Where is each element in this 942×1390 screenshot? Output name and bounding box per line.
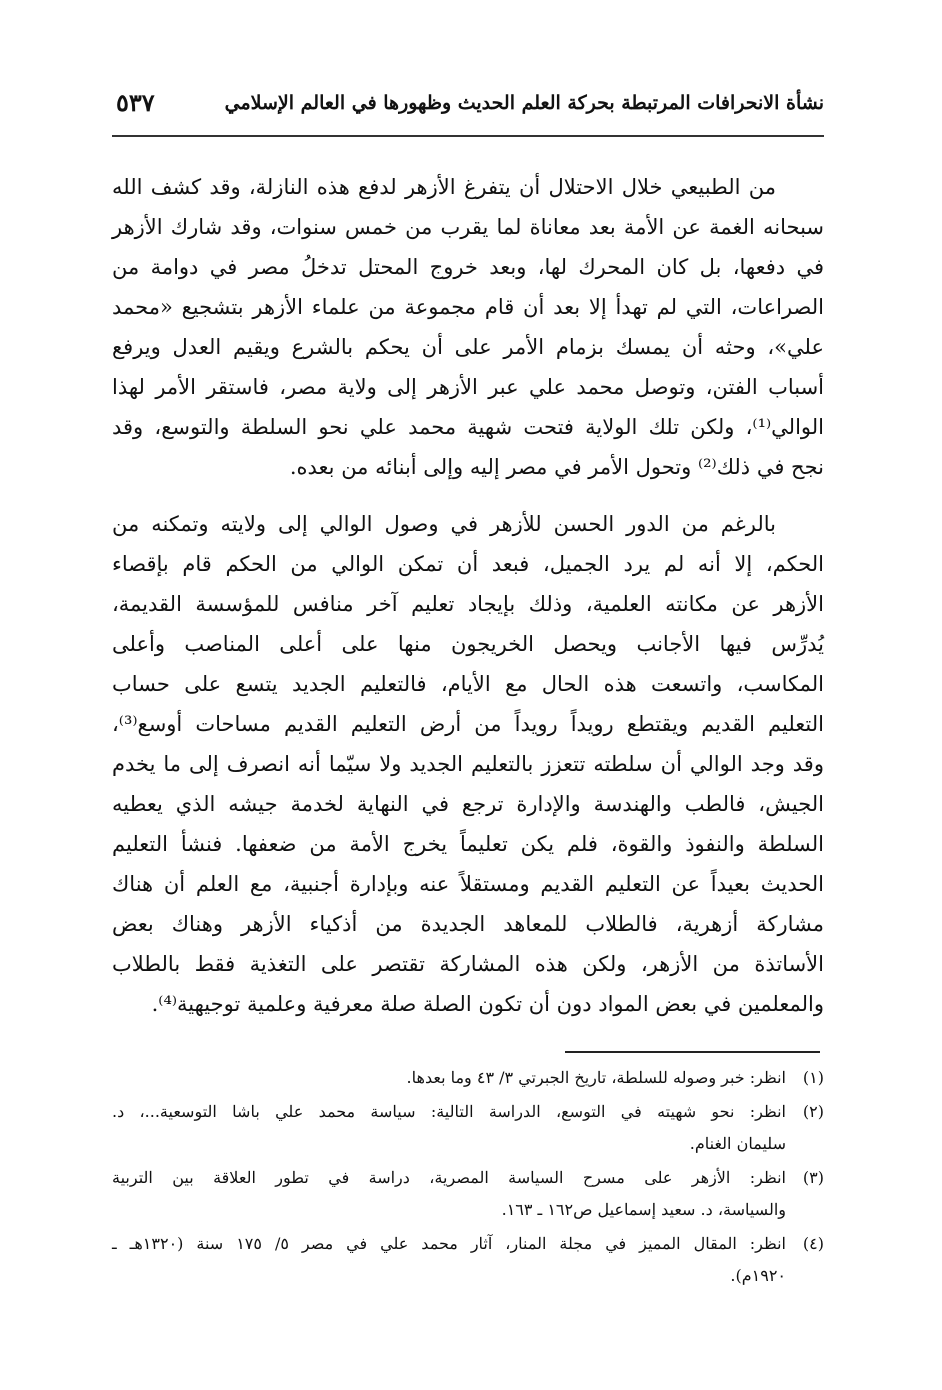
text-line: علي»، وحثه أن يمسك بزمام الأمر على أن يحكم بالشرع ويقيم العدل ويرفع	[112, 335, 824, 359]
footnote-line: ١٩٢٠م).	[730, 1266, 786, 1285]
footnote-line: والسياسة، د. سعيد إسماعيل ص١٦٢ ـ ١٦٣.	[501, 1200, 786, 1219]
running-title: نشأة الانحرافات المرتبطة بحركة العلم الحديث وظهورها في العالم الإسلامي	[224, 92, 824, 114]
footnote-number: (١)	[802, 1068, 824, 1087]
text-line: الأزهر عن مكانته العلمية، وذلك بإيجاد تعليم آخر منافس للمؤسسة القديمة،	[112, 592, 824, 616]
footnote-number: (٣)	[802, 1168, 824, 1187]
paragraph-1	[112, 167, 824, 487]
page-header	[112, 88, 824, 128]
text-line: الوالي⁽¹⁾، ولكن تلك الولاية فتحت شهية محمد علي نحو السلطة والتوسع، وقد	[112, 415, 824, 439]
text-line: الجيش، فالطب والهندسة والإدارة ترجع في النهاية لخدمة جيشه الذي يعطيه	[112, 792, 824, 816]
footnote-line: انظر: نحو شهيته في التوسع، الدراسة التالية: سياسة محمد علي باشا التوسعية...، د.	[112, 1102, 786, 1121]
text-line: في دفعها، بل كان المحرك لها، وبعد خروج المحتل تدخلُ مصر في دوامة من	[112, 255, 824, 279]
footnote-number: (٤)	[802, 1234, 824, 1253]
footnote-3	[112, 1162, 824, 1226]
text-line: المكاسب، واتسعت هذه الحال مع الأيام، فالتعليم الجديد يتسع على حساب	[112, 672, 824, 696]
text-line: التعليم القديم ويقتطع رويداً رويداً من أرض التعليم القديم مساحات أوسع⁽³⁾،	[112, 712, 824, 736]
text-line: يُدرِّس فيها الأجانب ويحصل الخريجون منها على أعلى المناصب وأعلى	[112, 632, 824, 656]
header-rule	[112, 135, 824, 137]
text-line: مشاركة أزهرية، فالطلاب للمعاهد الجديدة من أذكياء الأزهر وهناك بعض	[112, 912, 824, 936]
text-line: الحكم، إلا أنه لم يرد الجميل، فبعد أن تمكن الوالي من الحكم قام بإقصاء	[112, 552, 824, 576]
page-number: ٥٣٧	[116, 88, 155, 117]
text-line: الأساتذة من الأزهر، ولكن هذه المشاركة تقتصر على التغذية فقط بالطلاب	[112, 952, 824, 976]
footnote-line: انظر: المقال المميز في مجلة المنار، آثار محمد علي في مصر ٥/ ١٧٥ سنة (١٣٢٠هـ ـ	[112, 1234, 786, 1253]
footnotes	[112, 1062, 824, 1294]
footnote-number: (٢)	[802, 1102, 824, 1121]
text-line: أسباب الفتن، وتوصل محمد علي عبر الأزهر إلى ولاية مصر، فاستقر الأمر لهذا	[112, 375, 824, 399]
footnote-line: انظر: خبر وصوله للسلطة، تاريخ الجبرتي ٣/ ٤٣ وما بعدها.	[406, 1068, 786, 1087]
footnote-line: انظر: الأزهر على مسرح السياسة المصرية، دراسة في تطور العلاقة بين التربية	[112, 1168, 787, 1187]
text-line: وقد وجد الوالي أن سلطته تتعزز بالتعليم الجديد ولا سيّما أنه انصرف إلى ما يخدم	[112, 752, 824, 776]
text-line: من الطبيعي خلال الاحتلال أن يتفرغ الأزهر لدفع هذه النازلة، وقد كشف الله	[112, 175, 776, 199]
text-line: سبحانه الغمة عن الأمة بعد معاناة لما يقرب من خمس سنوات، وقد شارك الأزهر	[112, 215, 824, 239]
text-line: الصراعات، التي لم تهدأ إلا بعد أن قام مجموعة من علماء الأزهر بتشجيع «محمد	[112, 295, 824, 319]
footnote-4	[112, 1228, 824, 1292]
text-line: والمعلمين في بعض المواد دون أن تكون الصلة صلة معرفية وعلمية توجيهية⁽⁴⁾.	[151, 992, 824, 1016]
paragraph-2	[112, 504, 824, 1024]
text-line: بالرغم من الدور الحسن للأزهر في وصول الوالي إلى ولايته وتمكنه من	[112, 512, 776, 536]
footnote-line: سليمان الغنام.	[689, 1134, 786, 1153]
text-line: السلطة والنفوذ والقوة، فلم يكن تعليماً يخرج الأمة من ضعفها. فنشأ التعليم	[112, 832, 824, 856]
footnote-rule	[565, 1051, 820, 1053]
text-line: الحديث بعيداً عن التعليم القديم ومستقلاً عنه وبإدارة أجنبية، مع العلم أن هناك	[112, 872, 824, 896]
text-line: نجح في ذلك⁽²⁾ وتحول الأمر في مصر إليه وإلى أبنائه من بعده.	[289, 455, 824, 479]
footnote-1	[112, 1062, 824, 1094]
footnote-2	[112, 1096, 824, 1160]
